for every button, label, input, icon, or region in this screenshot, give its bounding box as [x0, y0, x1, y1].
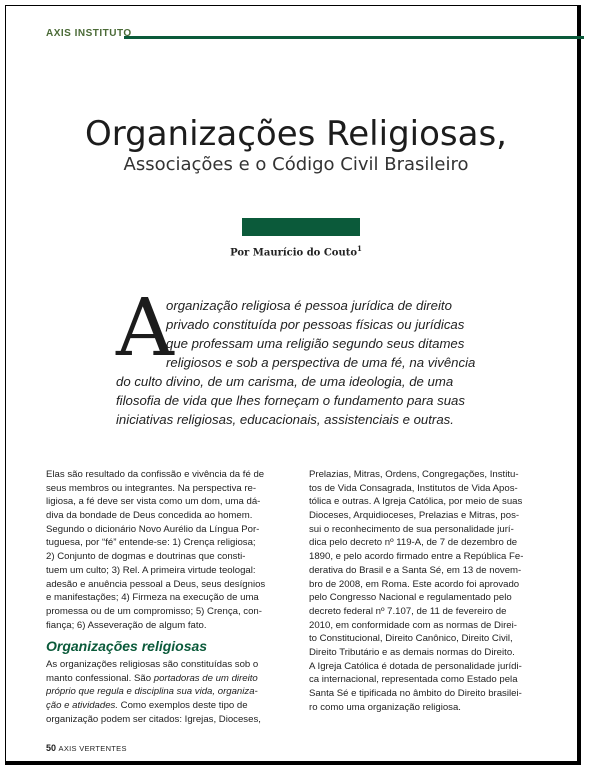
body-line: A Igreja Católica é dotada de personalidade jurídi-: [309, 660, 522, 672]
body-line: ção e atividades. Como exemplos deste tipo de: [46, 700, 248, 712]
body-line: tólica e outras. A Igreja Católica, por meio de suas: [309, 496, 523, 508]
body-line: Dioceses, Arquidioceses, Prelazias e Mitras, pos-: [309, 510, 520, 522]
body-line: organização podem ser citados: Igrejas, Dioceses,: [46, 713, 261, 725]
byline-author: Por Maurício do Couto: [230, 247, 358, 259]
body-line: decreto federal nº 7.107, de 11 de fevereiro de: [309, 605, 507, 617]
section-heading: Organizações religiosas: [46, 638, 208, 654]
body-line: bro de 2008, em Roma. Este acordo foi aprovado: [309, 578, 520, 590]
body-line: dica pelo decreto nº 119-A, de 7 de dezembro de: [309, 537, 518, 549]
lead-line: privado constituída por pessoas físicas ou jurídicas: [166, 317, 465, 332]
body-line: Segundo o dicionário Novo Aurélio da Língua Por-: [46, 523, 260, 535]
body-line: As organizações religiosas são constituídas sob o: [46, 659, 259, 670]
body-line: derativa do Brasil e a Santa Sé, em 13 de novem-: [309, 564, 522, 576]
body-line: e manifestações; 4) Firmeza na execução de uma: [46, 592, 259, 604]
article-title: Organizações Religiosas,: [85, 114, 507, 154]
body-line: ligiosa, a fé deve ser vista como um dom, uma dá-: [46, 496, 261, 508]
body-line: próprio que regula e disciplina sua vida, organiza-: [46, 686, 258, 698]
title-divider-bar: [242, 218, 360, 236]
drop-cap: A: [116, 281, 174, 374]
lead-paragraph: [116, 296, 490, 429]
lead-line: iniciativas religiosas, educacionais, assistenciais e outras.: [116, 412, 454, 427]
left-column: [46, 468, 278, 632]
body-line: 2) Conjunto de dogmas e doutrinas que consti-: [46, 551, 246, 563]
body-line: pelo Congresso Nacional e regulamentado pelo: [309, 592, 512, 604]
body-line: tuguesa, por “fé” entende-se: 1) Crença religiosa;: [46, 537, 256, 549]
header-rule: [124, 36, 584, 39]
body-line: sui o reconhecimento de sua personalidade jurí-: [309, 523, 514, 535]
body-line: 1890, e pelo acordo firmado entre a República Fe-: [309, 551, 524, 563]
lead-line: filosofia de vida que lhes forneçam o fundamento para suas: [116, 393, 465, 408]
article-subtitle: Associações e o Código Civil Brasileiro: [123, 154, 469, 175]
body-line: diva da bondade de Deus concedida ao homem.: [46, 510, 253, 522]
body-line: to Constitucional, Direito Canônico, Direito Civil,: [309, 633, 513, 645]
body-line: ca internacional, representada como Estado pela: [309, 674, 518, 686]
body-line: seus membros ou integrantes. Na perspectiva re-: [46, 482, 257, 494]
byline-footnote-marker: 1: [357, 244, 362, 253]
footer-brand: AXIS VERTENTES: [58, 744, 127, 753]
body-line: Elas são resultado da confissão e vivência da fé de: [46, 469, 265, 480]
left-column-continued: [46, 658, 278, 726]
body-line: tos de Vida Consagrada, Institutos de Vida Apos-: [309, 482, 518, 494]
lead-line: organização religiosa é pessoa jurídica de direito: [166, 298, 452, 313]
right-column: [309, 468, 541, 714]
body-line: fiança; 6) Asseveração de algum fato.: [46, 619, 207, 631]
lead-line: que professam uma religião segundo seus ditames: [166, 336, 465, 351]
byline: [6, 244, 586, 258]
body-line: Prelazias, Mitras, Ordens, Congregações, Institu-: [309, 469, 519, 480]
body-line: ro como uma organização religiosa.: [309, 701, 461, 713]
body-line: manto confessional. São portadoras de um direito: [46, 672, 258, 684]
body-line: tuem um culto; 3) Rel. A primeira virtude teologal:: [46, 564, 256, 576]
page-footer: [46, 743, 127, 753]
body-line: Direito Tributário e as demais normas do Direito.: [309, 646, 515, 658]
lead-line: religiosos e sob a perspectiva de uma fé, na vivência: [166, 355, 476, 370]
page-number: 50: [46, 743, 57, 753]
lead-line: do culto divino, de um carisma, de uma ideologia, de uma: [116, 374, 454, 389]
body-line: adesão e anuência pessoal a Deus, seus desígnios: [46, 578, 266, 590]
body-line: promessa ou de um compromisso; 5) Crença, con-: [46, 605, 262, 617]
magazine-page: [5, 5, 581, 765]
body-line: Santa Sé e tipificada no âmbito do Direito brasilei-: [309, 688, 522, 699]
body-line: 2010, em conformidade com as normas de Direi-: [309, 619, 517, 631]
header-brand: AXIS INSTITUTO: [46, 28, 132, 39]
